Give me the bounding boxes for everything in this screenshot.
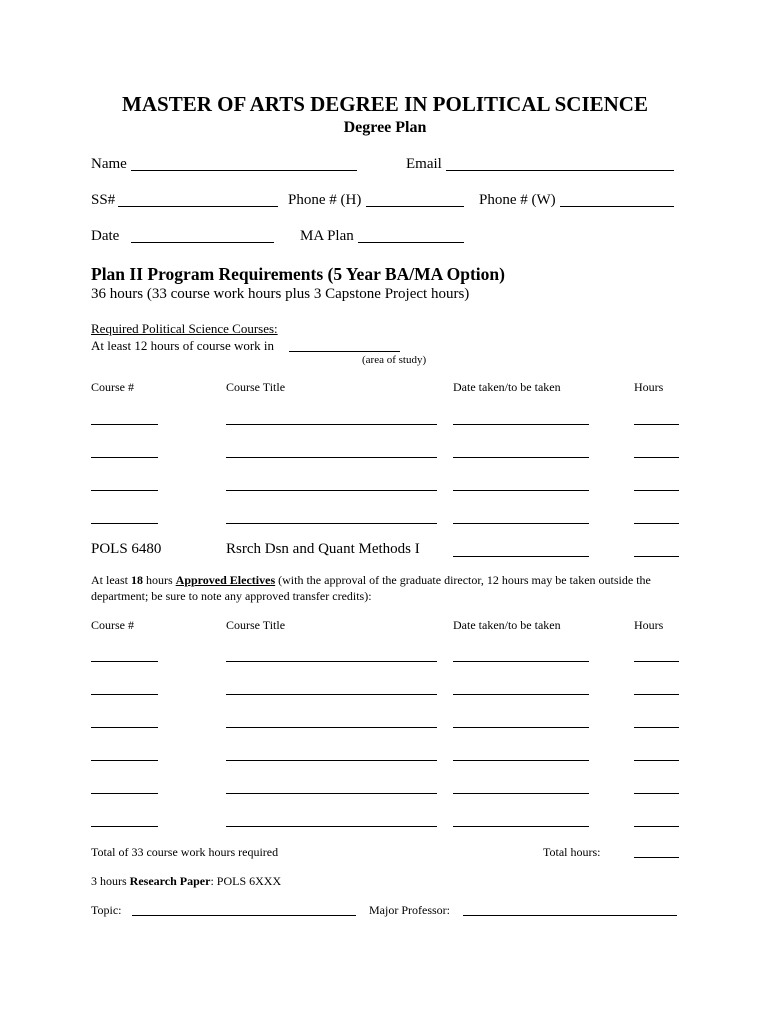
email-label: Email xyxy=(406,156,442,172)
page-title: MASTER OF ARTS DEGREE IN POLITICAL SCIENCE xyxy=(122,92,648,116)
name-field[interactable] xyxy=(131,170,357,171)
course-number-field[interactable] xyxy=(91,457,158,458)
research-label: Research Paper xyxy=(129,874,211,888)
phone-home-label: Phone # (H) xyxy=(288,192,362,208)
course-title-field[interactable] xyxy=(226,760,437,761)
date-taken-field[interactable] xyxy=(453,694,589,695)
electives-line-1 xyxy=(91,573,651,588)
major-professor-label: Major Professor: xyxy=(369,903,450,917)
fixed-course-hours-field[interactable] xyxy=(634,556,679,557)
elective-col-date-taken: Date taken/to be taken xyxy=(453,618,561,632)
elective-col-hours: Hours xyxy=(634,618,664,632)
date-field[interactable] xyxy=(131,242,274,243)
plan-hours: 36 hours (33 course work hours plus 3 Capstone Project hours) xyxy=(91,286,470,302)
area-of-study-note: (area of study) xyxy=(362,354,427,366)
electives-label: Approved Electives xyxy=(175,573,276,587)
course-number-field[interactable] xyxy=(91,424,158,425)
hours-field[interactable] xyxy=(634,793,679,794)
fixed-course-date-field[interactable] xyxy=(453,556,589,557)
course-number-field[interactable] xyxy=(91,490,158,491)
topic-field[interactable] xyxy=(132,915,356,916)
page-subtitle: Degree Plan xyxy=(343,119,427,136)
hours-field[interactable] xyxy=(634,424,679,425)
date-taken-field[interactable] xyxy=(453,826,589,827)
course-title-field[interactable] xyxy=(226,694,437,695)
electives-hours-word: hours xyxy=(146,573,173,587)
ma-plan-field[interactable] xyxy=(358,242,464,243)
course-title-field[interactable] xyxy=(226,457,437,458)
topic-label: Topic: xyxy=(91,903,122,917)
total-required-text: Total of 33 course work hours required xyxy=(91,845,279,859)
hours-field[interactable] xyxy=(634,727,679,728)
research-suffix: : POLS 6XXX xyxy=(210,874,282,888)
course-number-field[interactable] xyxy=(91,694,158,695)
area-of-study-field[interactable] xyxy=(289,351,400,352)
date-taken-field[interactable] xyxy=(453,760,589,761)
course-title-field[interactable] xyxy=(226,661,437,662)
course-number-field[interactable] xyxy=(91,760,158,761)
hours-field[interactable] xyxy=(634,523,679,524)
total-hours-field[interactable] xyxy=(634,857,679,858)
col-hours: Hours xyxy=(634,380,664,394)
course-title-field[interactable] xyxy=(226,424,437,425)
col-course-title: Course Title xyxy=(226,380,286,394)
date-taken-field[interactable] xyxy=(453,523,589,524)
date-taken-field[interactable] xyxy=(453,457,589,458)
date-taken-field[interactable] xyxy=(453,793,589,794)
electives-text-1: (with the approval of the graduate director, 12 hours may be taken outside the xyxy=(278,573,651,587)
phone-work-label: Phone # (W) xyxy=(479,192,556,208)
hours-field[interactable] xyxy=(634,457,679,458)
col-date-taken: Date taken/to be taken xyxy=(453,380,561,394)
col-course-number: Course # xyxy=(91,380,134,394)
date-taken-field[interactable] xyxy=(453,661,589,662)
hours-field[interactable] xyxy=(634,760,679,761)
ss-label: SS# xyxy=(91,192,116,208)
electives-prefix: At least xyxy=(91,573,128,587)
hours-field[interactable] xyxy=(634,826,679,827)
course-title-field[interactable] xyxy=(226,523,437,524)
research-paper-line xyxy=(91,874,281,889)
ss-field[interactable] xyxy=(118,206,278,207)
major-professor-field[interactable] xyxy=(463,915,677,916)
required-heading: Required Political Science Courses: xyxy=(91,321,278,336)
hours-field[interactable] xyxy=(634,661,679,662)
name-label: Name xyxy=(91,156,127,172)
research-prefix: 3 hours xyxy=(91,874,127,888)
date-taken-field[interactable] xyxy=(453,490,589,491)
course-number-field[interactable] xyxy=(91,826,158,827)
course-number-field[interactable] xyxy=(91,523,158,524)
fixed-course-number: POLS 6480 xyxy=(91,541,162,557)
course-title-field[interactable] xyxy=(226,826,437,827)
course-title-field[interactable] xyxy=(226,727,437,728)
total-hours-label: Total hours: xyxy=(543,845,601,859)
fixed-course-title: Rsrch Dsn and Quant Methods I xyxy=(226,541,420,557)
course-title-field[interactable] xyxy=(226,490,437,491)
course-number-field[interactable] xyxy=(91,661,158,662)
phone-work-field[interactable] xyxy=(560,206,674,207)
date-taken-field[interactable] xyxy=(453,727,589,728)
electives-text-2: department; be sure to note any approved transfer credits): xyxy=(91,589,372,603)
course-title-field[interactable] xyxy=(226,793,437,794)
date-label: Date xyxy=(91,228,120,244)
required-at-least: At least 12 hours of course work in xyxy=(91,338,275,353)
ma-plan-label: MA Plan xyxy=(300,228,354,244)
elective-col-course-title: Course Title xyxy=(226,618,286,632)
email-field[interactable] xyxy=(446,170,674,171)
course-number-field[interactable] xyxy=(91,793,158,794)
electives-count: 18 xyxy=(131,573,143,587)
elective-col-course-number: Course # xyxy=(91,618,134,632)
date-taken-field[interactable] xyxy=(453,424,589,425)
plan-heading: Plan II Program Requirements (5 Year BA/MA Option) xyxy=(91,264,505,284)
course-number-field[interactable] xyxy=(91,727,158,728)
hours-field[interactable] xyxy=(634,694,679,695)
hours-field[interactable] xyxy=(634,490,679,491)
phone-home-field[interactable] xyxy=(366,206,464,207)
